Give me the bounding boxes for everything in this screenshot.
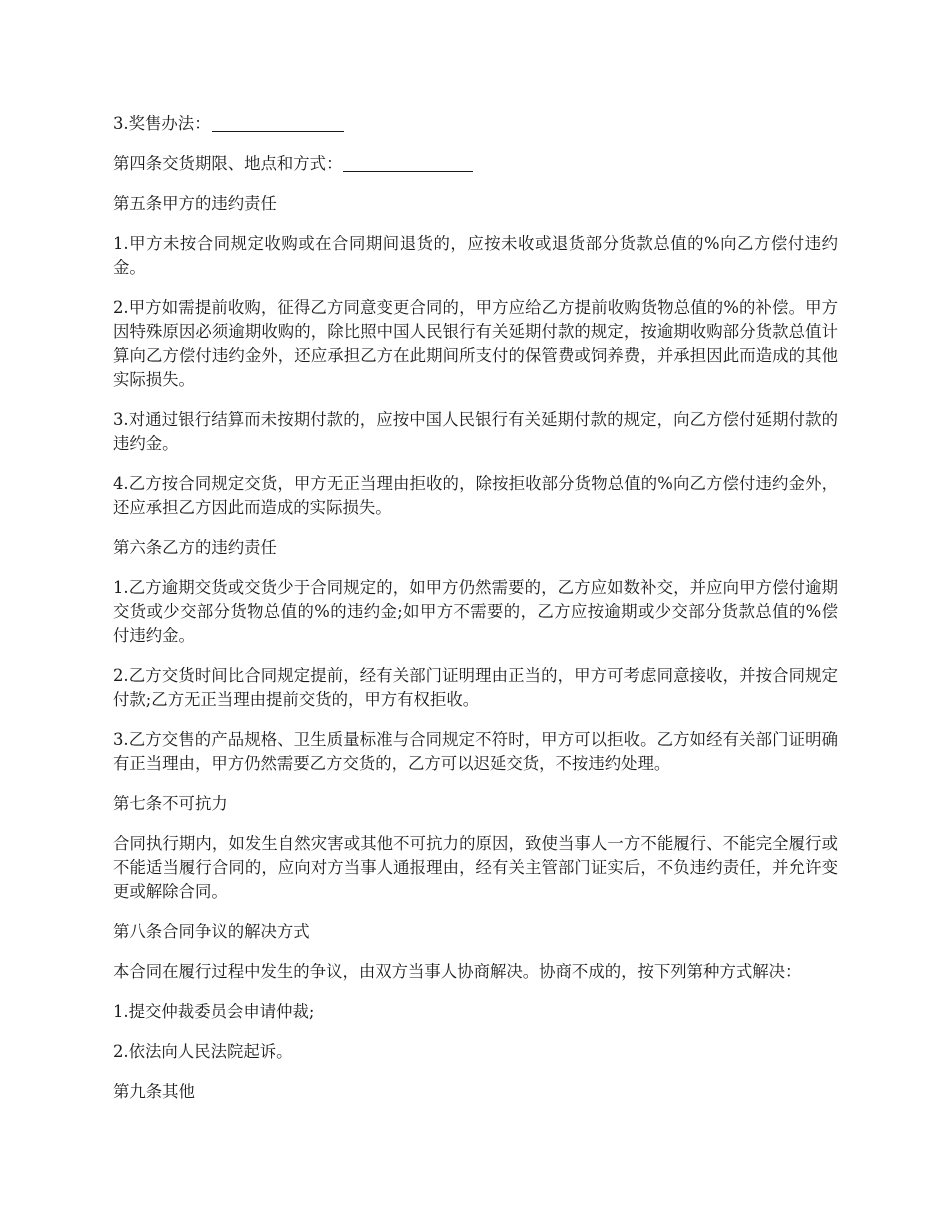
article-8-option-2: 2.依法向人民法院起诉。	[113, 1042, 293, 1061]
article-8-body: 本合同在履行过程中发生的争议，由双方当事人协商解决。协商不成的，按下列第种方式解决：	[113, 962, 802, 981]
article-5-heading: 第五条甲方的违约责任	[113, 194, 277, 213]
article-8-option-1: 1.提交仲裁委员会申请仲裁;	[113, 1002, 315, 1021]
article-7-heading: 第七条不可抗力	[113, 794, 228, 813]
article-6-item-3: 3.乙方交售的产品规格、卫生质量标准与合同规定不符时，甲方可以拒收。乙方如经有关部门证明确有正当理由，甲方仍然需要乙方交货的，乙方可以迟延交货，不按违约处理。	[113, 730, 838, 773]
article-5-item-2: 2.甲方如需提前收购，征得乙方同意变更合同的，甲方应给乙方提前收购货物总值的%的补偿。甲方因特殊原因必须逾期收购的，除比照中国人民银行有关延期付款的规定，按逾期收购部分货款总值计算向乙方偿付违约金外，还应承担乙方在此期间所支付的保管费或饲养费，并承担因此而造成的其他实际损失。	[113, 298, 838, 389]
article-8-heading: 第八条合同争议的解决方式	[113, 922, 310, 941]
article-6-heading: 第六条乙方的违约责任	[113, 538, 277, 557]
article-4-delivery	[113, 152, 838, 176]
fill-in-blank[interactable]	[343, 155, 473, 172]
article-7-body: 合同执行期内，如发生自然灾害或其他不可抗力的原因，致使当事人一方不能履行、不能完全履行或不能适当履行合同的，应向对方当事人通报理由，经有关主管部门证实后，不负违约责任，并允许变更或解除合同。	[113, 834, 838, 901]
article-6-item-2: 2.乙方交货时间比合同规定提前，经有关部门证明理由正当的，甲方可考虑同意接收，并按合同规定付款;乙方无正当理由提前交货的，甲方有权拒收。	[113, 666, 838, 709]
paragraph-text: 3.奖售办法：	[113, 114, 211, 133]
article-5-item-1: 1.甲方未按合同规定收购或在合同期间退货的，应按未收或退货部分货款总值的%向乙方偿付违约金。	[113, 234, 838, 277]
clause-reward-method	[113, 112, 838, 136]
article-6-item-1: 1.乙方逾期交货或交货少于合同规定的，如甲方仍然需要的，乙方应如数补交，并应向甲方偿付逾期交货或少交部分货物总值的%的违约金;如甲方不需要的，乙方应按逾期或少交部分货款总值的%偿付违约金。	[113, 578, 838, 645]
fill-in-blank[interactable]	[212, 115, 344, 132]
article-9-heading: 第九条其他	[113, 1082, 195, 1101]
article-5-item-4: 4.乙方按合同规定交货，甲方无正当理由拒收的，除按拒收部分货物总值的%向乙方偿付违约金外，还应承担乙方因此而造成的实际损失。	[113, 474, 838, 517]
article-5-item-3: 3.对通过银行结算而未按期付款的，应按中国人民银行有关延期付款的规定，向乙方偿付延期付款的违约金。	[113, 410, 838, 453]
paragraph-text: 第四条交货期限、地点和方式：	[113, 154, 343, 173]
